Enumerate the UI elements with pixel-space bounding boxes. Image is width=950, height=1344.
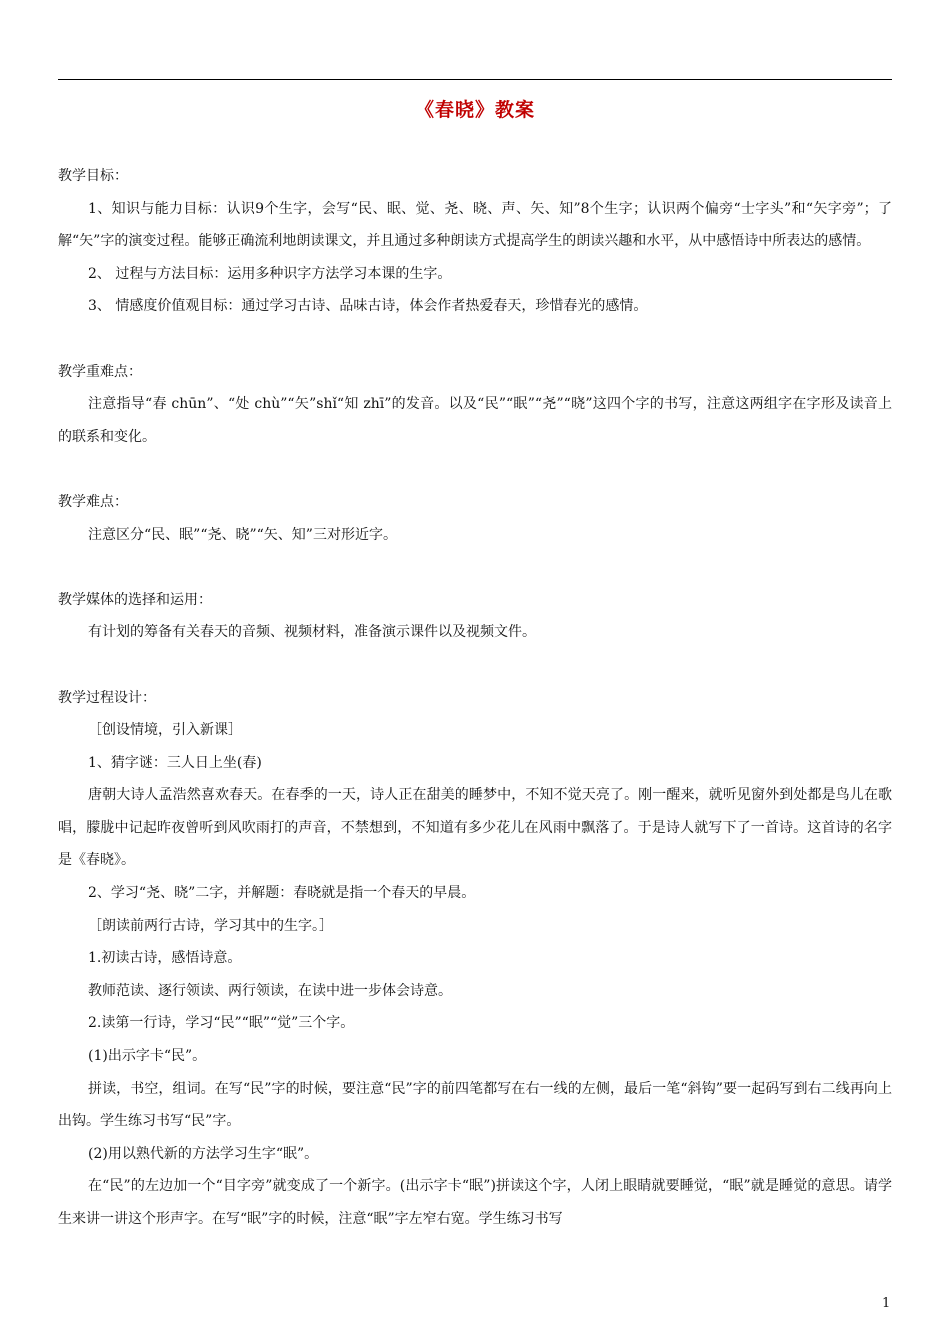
process-paragraph: (2)用以熟代新的方法学习生字“眠”。 (88, 1145, 319, 1162)
process-paragraph: 1、猜字谜：三人日上坐(春) (88, 754, 262, 771)
header-rule (58, 79, 892, 80)
process-paragraph: 2、学习“尧、晓”二字，并解题：春晓就是指一个春天的早晨。 (88, 885, 476, 902)
page-number: 1 (882, 1296, 891, 1311)
section-gap (58, 453, 892, 486)
document-body (58, 160, 892, 1236)
key-points-text: 注意指导“春 chūn”、“处 chù”“矢”shǐ“知 zhī”的发音。以及“民”“眠”“尧”“晓”这四个字的书写，注意这两组字在字形及读音上的联系和变化。 (58, 396, 892, 445)
process-paragraph: 教师范读、逐行领读、两行领读，在读中进一步体会诗意。 (88, 982, 452, 999)
section-gap (58, 649, 892, 682)
document-title: 《春晓》教案 (414, 99, 535, 121)
goal-item-2: 2、 过程与方法目标：运用多种识字方法学习本课的生字。 (88, 265, 452, 282)
difficulties-text: 注意区分“民、眠”“尧、晓”“矢、知”三对形近字。 (88, 526, 397, 543)
process-paragraph: 唐朝大诗人孟浩然喜欢春天。在春季的一天，诗人正在甜美的睡梦中，不知不觉天亮了。刚一醒来，就听见窗外到处都是鸟儿在歌唱，朦胧中记起昨夜曾听到风吹雨打的声音，不禁想到，不知道有多少花儿在风雨中飘落了。于是诗人就写下了一首诗。这首诗的名字是《春晓》。 (58, 787, 892, 869)
process-paragraph: 1.初读古诗，感悟诗意。 (88, 950, 242, 967)
process-paragraph: 在“民”的左边加一个“目字旁”就变成了一个新字。(出示字卡“眠”)拼读这个字，人闭上眼睛就要睡觉，“眠”就是睡觉的意思。请学生来讲一讲这个形声字。在写“眠”字的时候，注意“眠”字左窄右宽。学生练习书写 (58, 1178, 892, 1227)
difficulties-heading: 教学难点： (58, 493, 128, 510)
media-heading: 教学媒体的选择和运用： (58, 591, 212, 608)
key-points-heading: 教学重难点： (58, 363, 142, 380)
process-paragraph: 拼读，书空，组词。在写“民”字的时候，要注意“民”字的前四笔都写在右一线的左侧，最后一笔“斜钩”要一起码写到右二线再向上出钩。学生练习书写“民”字。 (58, 1080, 892, 1130)
process-paragraph: ［朗读前两行古诗，学习其中的生字。］ (88, 917, 333, 934)
section-gap (58, 323, 892, 356)
goal-item-3: 3、 情感度价值观目标：通过学习古诗、品味古诗，体会作者热爱春天，珍惜春光的感情。 (88, 298, 648, 315)
process-paragraph: ［创设情境，引入新课］ (88, 722, 242, 739)
section-gap (58, 551, 892, 584)
goals-heading: 教学目标： (58, 168, 128, 184)
process-paragraph: 2.读第一行诗，学习“民”“眠”“觉”三个字。 (88, 1015, 355, 1032)
media-text: 有计划的筹备有关春天的音频、视频材料，准备演示课件以及视频文件。 (88, 624, 536, 641)
goal-item-1: 1、知识与能力目标：认识9个生字，会写“民、眠、觉、尧、晓、声、矢、知”8个生字；认识两个偏旁“士字头”和“矢字旁”；了解“矢”字的演变过程。能够正确流利地朗读课文，并且通过多种朗读方式提高学生的朗读兴趣和水平，从中感悟诗中所表达的感情。 (58, 200, 892, 250)
process-heading: 教学过程设计： (58, 689, 156, 706)
process-paragraph: (1)出示字卡“民”。 (88, 1048, 207, 1065)
